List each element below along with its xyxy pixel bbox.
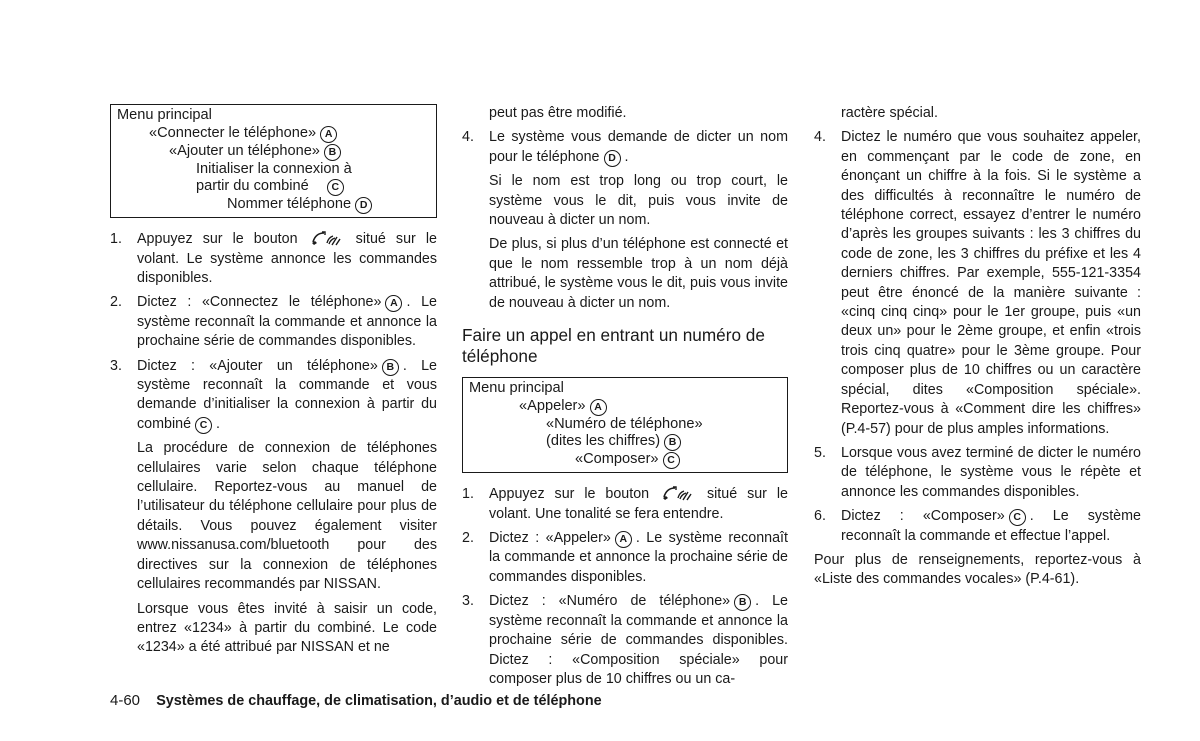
chapter-title: Systèmes de chauffage, de climatisation, d’audio et de téléphone [156, 693, 602, 709]
step-3: 3. Dictez : «Ajouter un téléphone» B . Le système reconnaît la commande et vous demande d’initialiser la connexion à partir du combiné C . [110, 357, 437, 432]
paragraph-more-info: Pour plus de renseignements, reportez-vous à «Liste des commandes vocales» (P.4-61). [814, 551, 1141, 588]
menu-line-number: «Numéro de téléphone» [546, 415, 703, 432]
paragraph-continued: ractère spécial. [841, 105, 938, 121]
step-4: 4. Le système vous demande de dicter un nom pour le téléphone D . [462, 129, 788, 165]
badge-b-icon: B [734, 594, 751, 611]
step-4: 4. Dictez le numéro que vous souhaitez appeler, en commençant par le code de zone, en énonçant un chiffre à la fois. Si le système a des difficultés à reconnaître le numéro de téléphone correct, essayez d’entrer le numéro d’après les groupes suivants : les 3 chiffres du code de zone, les 3 chiffres du préfixe et les 4 derniers chiffres. Par exemple, 555-121-3354 peut être énoncé de la manière suivante : «cinq cinq cinq» pour le 1er groupe, puis «un deux un» pour le 2ème groupe, et enfin «trois trois cinq quatre» pour le 3ème groupe. Pour composer plus de 10 chiffres ou un caractère spécial, dites «Composition spéciale». Reportez-vous à «Comment dire les chiffres» (P.4-57) pour de plus amples informations. [814, 129, 1141, 437]
step-2: 2. Dictez : «Appeler» A . Le système reconnaît la commande et annonce la prochaine série de commandes disponibles. [462, 530, 788, 585]
badge-a-icon: A [320, 126, 337, 143]
menu-line-add: «Ajouter un téléphone» B [117, 143, 430, 161]
menu-line-digits: (dites les chiffres) B [469, 433, 781, 451]
badge-d-icon: D [355, 197, 372, 214]
page-footer [110, 691, 602, 711]
step-5: 5. Lorsque vous avez terminé de dicter le numéro de téléphone, le système vous le répète et annonce les commandes disponibles. [814, 444, 1141, 500]
menu-title: Menu principal [117, 107, 212, 123]
badge-c-icon: C [327, 179, 344, 196]
menu-line-call: «Appeler» A [469, 398, 781, 416]
paragraph-code: Lorsque vous êtes invité à saisir un code, entrez «1234» à partir du combiné. Le code «1234» a été attribué par NISSAN et ne [137, 600, 437, 656]
voice-menu-box [110, 104, 437, 218]
menu-title: Menu principal [469, 380, 564, 397]
talk-button-icon [661, 485, 695, 501]
menu-line-handset: partir du combiné C [117, 178, 430, 196]
menu-line-name: Nommer téléphone D [117, 196, 430, 214]
badge-b-icon: B [324, 144, 341, 161]
talk-button-icon [310, 230, 344, 246]
paragraph-connection-procedure: La procédure de connexion de téléphones cellulaires varie selon chaque téléphone cellulaire. Reportez-vous au manuel de l’utilisateur du téléphone cellulaire pour plus de détails. Vous pouvez également visiter www.nissanusa.com/bluetooth pour des directives sur la connexion de téléphones cellulaires recommandés par NISSAN. [137, 440, 437, 593]
paragraph-continued: peut pas être modifié. [489, 105, 627, 121]
step-1: 1. Appuyez sur le bouton situé sur le volant. Le système annonce les commandes disponibles. [110, 231, 437, 286]
badge-a-icon: A [590, 399, 607, 416]
badge-a-icon: A [615, 531, 632, 548]
paragraph-name-length: Si le nom est trop long ou trop court, le système vous le dit, puis vous invite de nouveau à dicter un nom. [489, 173, 788, 229]
menu-line-connect: «Connecter le téléphone» A [117, 125, 430, 143]
section-heading: Faire un appel en entrant un numéro de téléphone [462, 325, 765, 367]
step-3: 3. Dictez : «Numéro de téléphone» B . Le système reconnaît la commande et annonce la prochaine série de commandes disponibles. Dictez : «Composition spéciale» pour composer plus de 10 chiffres ou un ca- [462, 593, 788, 687]
badge-b-icon: B [664, 434, 681, 451]
paragraph-name-similar: De plus, si plus d’un téléphone est connecté et que le nom ressemble trop à un nom déjà attribué, le système vous le dit, puis vous invite de nouveau à dicter un nom. [489, 236, 788, 311]
step-6: 6. Dictez : «Composer» C . Le système reconnaît la commande et effectue l’appel. [814, 508, 1141, 544]
badge-c-icon: C [195, 417, 212, 434]
voice-menu-box [462, 377, 788, 473]
column-2 [462, 104, 788, 694]
badge-a-icon: A [385, 295, 402, 312]
badge-c-icon: C [663, 452, 680, 469]
badge-d-icon: D [604, 150, 621, 167]
page-number: 4-60 [110, 692, 141, 709]
menu-line-dial: «Composer» C [469, 451, 781, 469]
badge-c-icon: C [1009, 509, 1026, 526]
badge-b-icon: B [382, 359, 399, 376]
column-1 [110, 104, 437, 663]
menu-line-init: Initialiser la connexion à [196, 160, 352, 177]
column-3 [814, 104, 1141, 595]
step-1: 1. Appuyez sur le bouton situé sur le volant. Une tonalité se fera entendre. [462, 486, 788, 522]
step-2: 2. Dictez : «Connectez le téléphone» A . Le système reconnaît la commande et annonce la prochaine série de commandes disponibles. [110, 294, 437, 350]
